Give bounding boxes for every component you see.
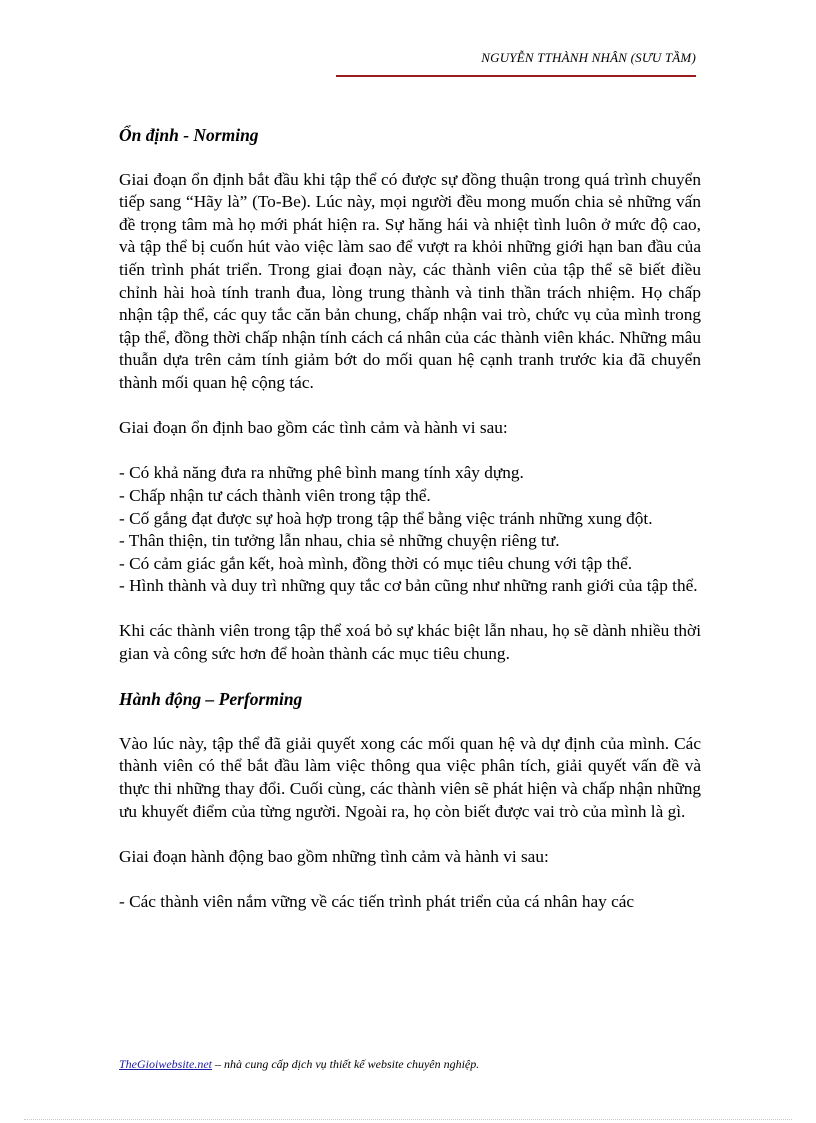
- header-rule: [336, 75, 696, 77]
- performing-list-intro: Giai đoạn hành động bao gồm những tình cảm và hành vi sau:: [119, 846, 549, 866]
- footer-tagline: – nhà cung cấp dịch vụ thiết kế website chuyên nghiệp.: [212, 1057, 480, 1071]
- list-item: - Cố gắng đạt được sự hoà hợp trong tập thể bằng việc tránh những xung đột.: [119, 508, 653, 528]
- performing-behaviors-list: [119, 891, 701, 914]
- performing-intro-paragraph: Vào lúc này, tập thể đã giải quyết xong các mối quan hệ và dự định của mình. Các thành viên có thể bắt đầu làm việc thông qua việc phân tích, giải quyết vấn đề và thực thi những thay đổi. Cuối cùng, các thành viên sẽ phát hiện và chấp nhận những ưu khuyết điểm của từng người. Ngoài ra, họ còn biết được vai trò của mình là gì.: [119, 733, 701, 821]
- norming-closing-paragraph: Khi các thành viên trong tập thể xoá bỏ sự khác biệt lẫn nhau, họ sẽ dành nhiều thời gian và công sức hơn để hoàn thành các mục tiêu chung.: [119, 621, 701, 664]
- list-item: - Có khả năng đưa ra những phê bình mang tính xây dựng.: [119, 463, 524, 483]
- norming-behaviors-list: [119, 462, 701, 598]
- page-footer: [119, 1057, 479, 1072]
- norming-intro-paragraph: Giai đoạn ổn định bắt đầu khi tập thể có được sự đồng thuận trong quá trình chuyển tiếp sang “Hãy là” (To-Be). Lúc này, mọi người đều mong muốn chia sẻ những vấn đề trọng tâm mà họ mới phát hiện ra. Sự hăng hái và nhiệt tình luôn ở mức độ cao, và tập thể bị cuốn hút vào việc làm sao để vượt ra khỏi những giới hạn ban đầu của tiến trình phát triển. Trong giai đoạn này, các thành viên của tập thể sẽ biết điều chỉnh hài hoà tính tranh đua, lòng trung thành và tinh thần trách nhiệm. Họ chấp nhận tập thể, các quy tắc căn bản chung, chấp nhận vai trò, chức vụ của mình trong tập thể, đồng thời chấp nhận tính cách cá nhân của các thành viên khác. Những mâu thuẫn dựa trên cảm tính giảm bớt do mối quan hệ cạnh tranh trước kia đã chuyển thành mối quan hệ cộng tác.: [119, 169, 701, 392]
- footer-website-link[interactable]: TheGioiwebsite.net: [119, 1057, 212, 1071]
- list-item: - Thân thiện, tin tưởng lẫn nhau, chia sẻ những chuyện riêng tư.: [119, 531, 560, 551]
- list-item: - Chấp nhận tư cách thành viên trong tập thể.: [119, 485, 431, 505]
- list-item: - Hình thành và duy trì những quy tắc cơ bản cũng như những ranh giới của tập thể.: [119, 576, 698, 596]
- page-header-author: NGUYỄN TTHÀNH NHÂN (SƯU TẦM): [481, 50, 696, 65]
- list-item: - Có cảm giác gắn kết, hoà mình, đồng thời có mục tiêu chung với tập thể.: [119, 553, 633, 573]
- list-item: - Các thành viên nắm vững về các tiến trình phát triển của cá nhân hay các: [119, 892, 635, 911]
- footer-divider: [24, 1119, 792, 1120]
- section-title-performing: Hành động – Performing: [119, 689, 303, 710]
- section-title-norming: Ổn định - Norming: [119, 125, 259, 145]
- document-body: [119, 124, 701, 936]
- norming-list-intro: Giai đoạn ổn định bao gồm các tình cảm và hành vi sau:: [119, 418, 508, 438]
